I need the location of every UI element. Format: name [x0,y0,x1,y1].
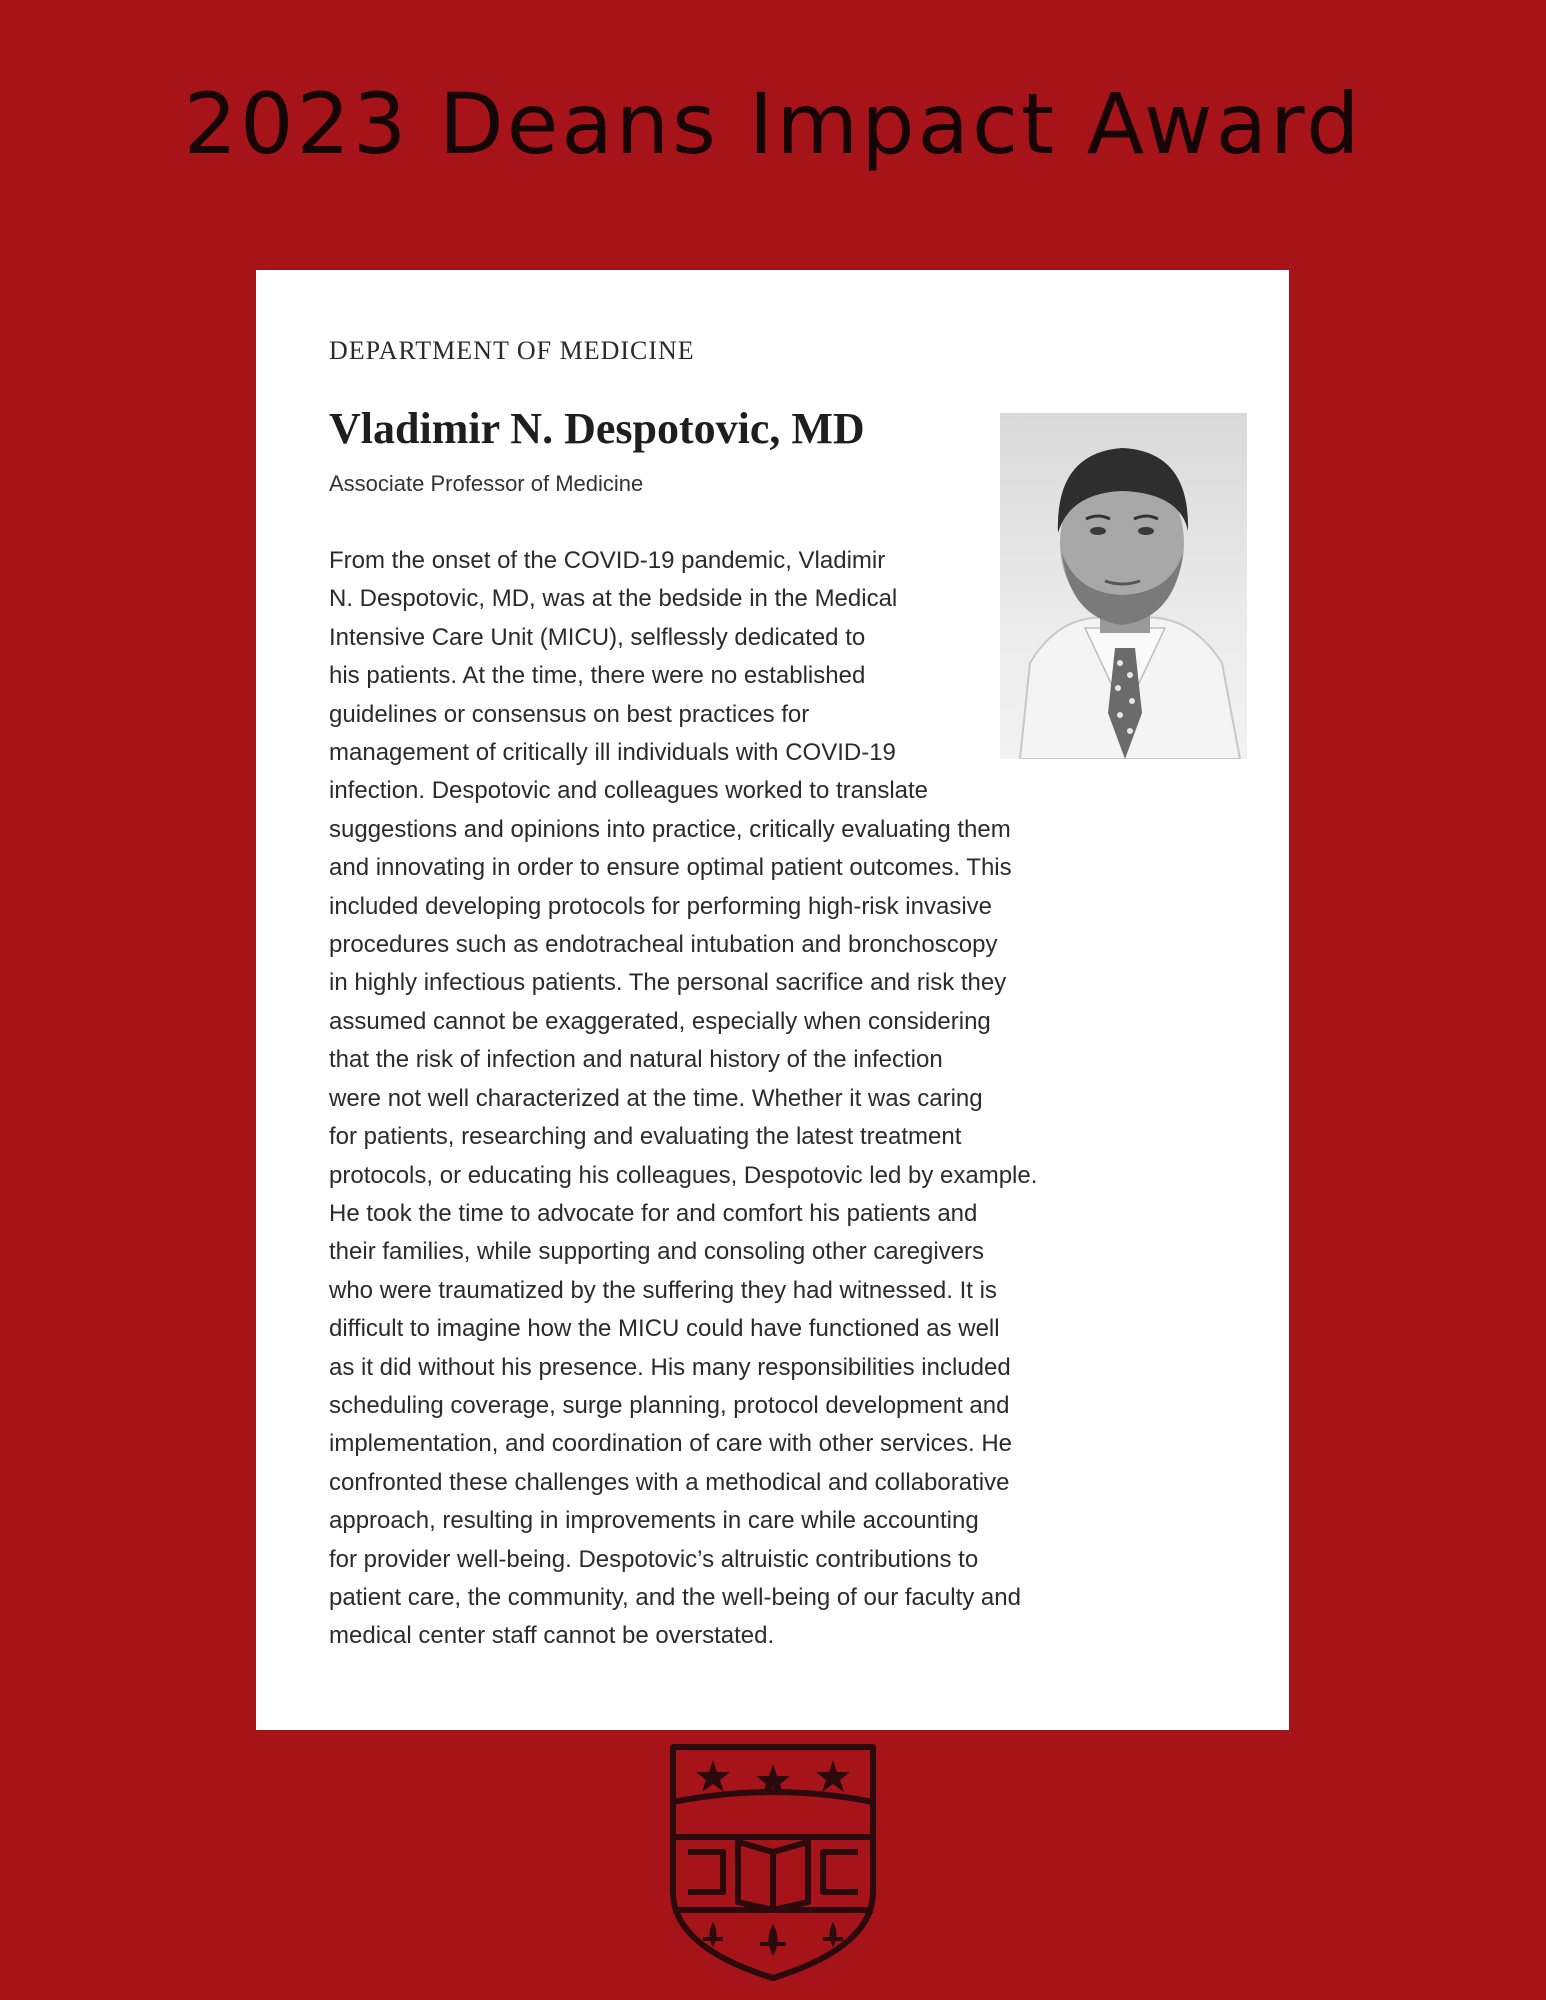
bio-line: assumed cannot be exaggerated, especially when considering [329,1007,991,1035]
bio-line: He took the time to advocate for and comfort his patients and [329,1199,978,1227]
bio-line: procedures such as endotracheal intubation and bronchoscopy [329,931,998,959]
bio-line: implementation, and coordination of care with other services. He [329,1430,1013,1458]
bio-line: his patients. At the time, there were no established [329,662,866,690]
bio-line: that the risk of infection and natural history of the infection [329,1046,943,1074]
page-title: 2023 Deans Impact Award [183,75,1363,173]
bio-line: for provider well-being. Despotovic’s altruistic contributions to [329,1545,979,1573]
bio-line: suggestions and opinions into practice, critically evaluating them [329,815,1011,843]
department-label: DEPARTMENT OF MEDICINE [329,336,695,365]
bio-line: included developing protocols for performing high-risk invasive [329,892,993,920]
bio-line: management of critically ill individuals with COVID-19 [329,739,896,767]
bio-line: in highly infectious patients. The personal sacrifice and risk they [329,969,1007,997]
bio-line: patient care, the community, and the well-being of our faculty and [329,1583,1021,1611]
bio-line: and innovating in order to ensure optimal patient outcomes. This [329,854,1012,882]
bio-line: were not well characterized at the time. Whether it was caring [329,1084,983,1112]
recipient-bio [329,542,1037,1656]
award-card [256,270,1289,1730]
bio-line: who were traumatized by the suffering they had witnessed. It is [329,1276,997,1304]
bio-line: their families, while supporting and consoling other caregivers [329,1238,985,1266]
bio-line: confronted these challenges with a methodical and collaborative [329,1468,1010,1496]
bio-line: Intensive Care Unit (MICU), selflessly dedicated to [329,623,866,651]
bio-line: infection. Despotovic and colleagues worked to translate [329,777,929,805]
bio-line: protocols, or educating his colleagues, Despotovic led by example. [329,1161,1038,1189]
university-crest-icon [668,1742,878,1982]
bio-line: N. Despotovic, MD, was at the bedside in the Medical [329,585,898,613]
bio-line: as it did without his presence. His many responsibilities included [329,1353,1011,1381]
bio-line: guidelines or consensus on best practices for [329,700,810,728]
recipient-name: Vladimir N. Despotovic, MD [329,404,865,453]
bio-line: medical center staff cannot be overstated. [329,1622,775,1650]
bio-line: From the onset of the COVID-19 pandemic, Vladimir [329,547,886,574]
bio-line: approach, resulting in improvements in care while accounting [329,1507,979,1535]
bio-line: difficult to imagine how the MICU could have functioned as well [329,1315,1000,1343]
recipient-position: Associate Professor of Medicine [329,471,644,496]
bio-line: scheduling coverage, surge planning, protocol development and [329,1391,1010,1419]
bio-line: for patients, researching and evaluating the latest treatment [329,1123,962,1151]
